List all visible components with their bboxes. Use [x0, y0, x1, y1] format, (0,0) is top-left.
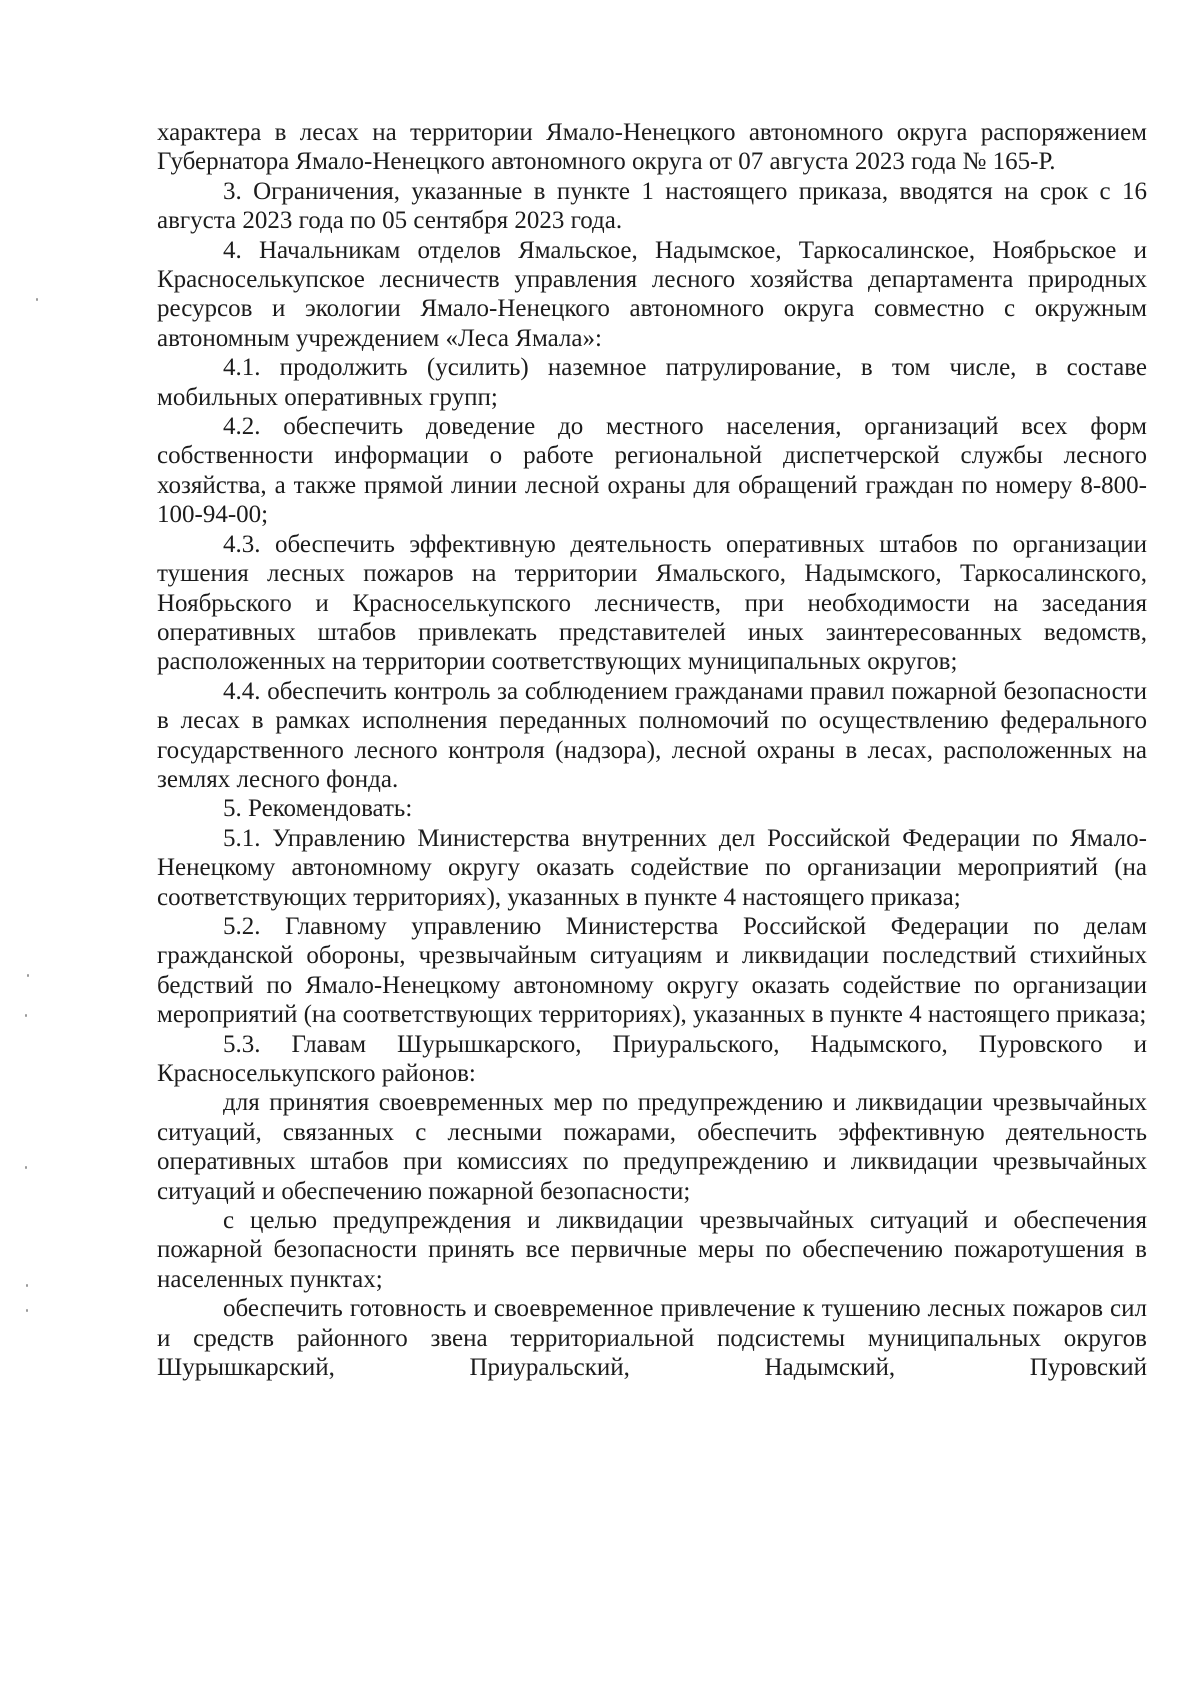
paragraph-4-3: 4.3. обеспечить эффективную деятельность оперативных штабов по организации тушения лесных пожаров на территории Ямальского, Надымского, Таркосалинского, Ноябрьского и Красноселькупского лесничеств, при необходимости на заседания оперативных штабов привлекать представителей иных заинтересованных ведомств, расположенных на территории соответствующих муниципальных округов;	[157, 530, 1147, 676]
paragraph-5-3-b: с целью предупреждения и ликвидации чрезвычайных ситуаций и обеспечения пожарной безопасности принять все первичные меры по обеспечению пожаротушения в населенных пунктах;	[157, 1207, 1147, 1293]
paragraph-4-4: 4.4. обеспечить контроль за соблюдением гражданами правил пожарной безопасности в лесах в рамках исполнения переданных полномочий по осуществлению федерального государственного лесного контроля (надзора), лесной охраны в лесах, расположенных на землях лесного фонда.	[157, 677, 1147, 793]
paragraph-continuation: характера в лесах на территории Ямало-Ненецкого автономного округа распоряжением Губернатора Ямало-Ненецкого автономного округа от 07 августа 2023 года № 165-Р.	[157, 119, 1147, 176]
scan-speck	[27, 974, 29, 977]
scan-speck	[25, 1014, 27, 1017]
paragraph-4-1: 4.1. продолжить (усилить) наземное патрулирование, в том числе, в составе мобильных оперативных групп;	[157, 354, 1147, 411]
paragraph-4-2: 4.2. обеспечить доведение до местного населения, организаций всех форм собственности информации о работе региональной диспетчерской службы лесного хозяйства, а также прямой линии лесной охраны для обращений граждан по номеру 8-800-100-94-00;	[157, 413, 1147, 529]
paragraph-5-3: 5.3. Главам Шурышкарского, Приуральского, Надымского, Пуровского и Красноселькупского районов:	[157, 1030, 1147, 1087]
paragraph-5-3-a: для принятия своевременных мер по предупреждению и ликвидации чрезвычайных ситуаций, связанных с лесными пожарами, обеспечить эффективную деятельность оперативных штабов при комиссиях по предупреждению и ликвидации чрезвычайных ситуаций и обеспечению пожарной безопасности;	[157, 1089, 1147, 1205]
paragraph-5-3-c: обеспечить готовность и своевременное привлечение к тушению лесных пожаров сил и средств районного звена территориальной подсистемы муниципальных округов Шурышкарский, Приуральский, Надымский, Пуровский	[157, 1295, 1147, 1382]
scan-speck	[26, 1284, 28, 1287]
paragraph-4: 4. Начальникам отделов Ямальское, Надымское, Таркосалинское, Ноябрьское и Красноселькупское лесничеств управления лесного хозяйства департамента природных ресурсов и экологии Ямало-Ненецкого автономного округа совместно с окружным автономным учреждением «Леса Ямала»:	[157, 236, 1147, 352]
paragraph-5: 5. Рекомендовать:	[223, 795, 413, 823]
paragraph-3: 3. Ограничения, указанные в пункте 1 настоящего приказа, вводятся на срок с 16 августа 2023 года по 05 сентября 2023 года.	[157, 177, 1147, 235]
scan-speck	[26, 1309, 28, 1312]
paragraph-5-2: 5.2. Главному управлению Министерства Российской Федерации по делам гражданской обороны, чрезвычайным ситуациям и ликвидации последствий стихийных бедствий по Ямало-Ненецкому автономному округу оказать содействие по организации мероприятий (на соответствующих территориях), указанных в пункте 4 настоящего приказа;	[157, 912, 1147, 1029]
paragraph-5-1: 5.1. Управлению Министерства внутренних дел Российской Федерации по Ямало-Ненецкому автономному округу оказать содействие по организации мероприятий (на соответствующих территориях), указанных в пункте 4 настоящего приказа;	[157, 824, 1147, 911]
scan-speck	[36, 298, 38, 301]
document-body	[157, 118, 1147, 1382]
scan-speck	[25, 1166, 27, 1169]
